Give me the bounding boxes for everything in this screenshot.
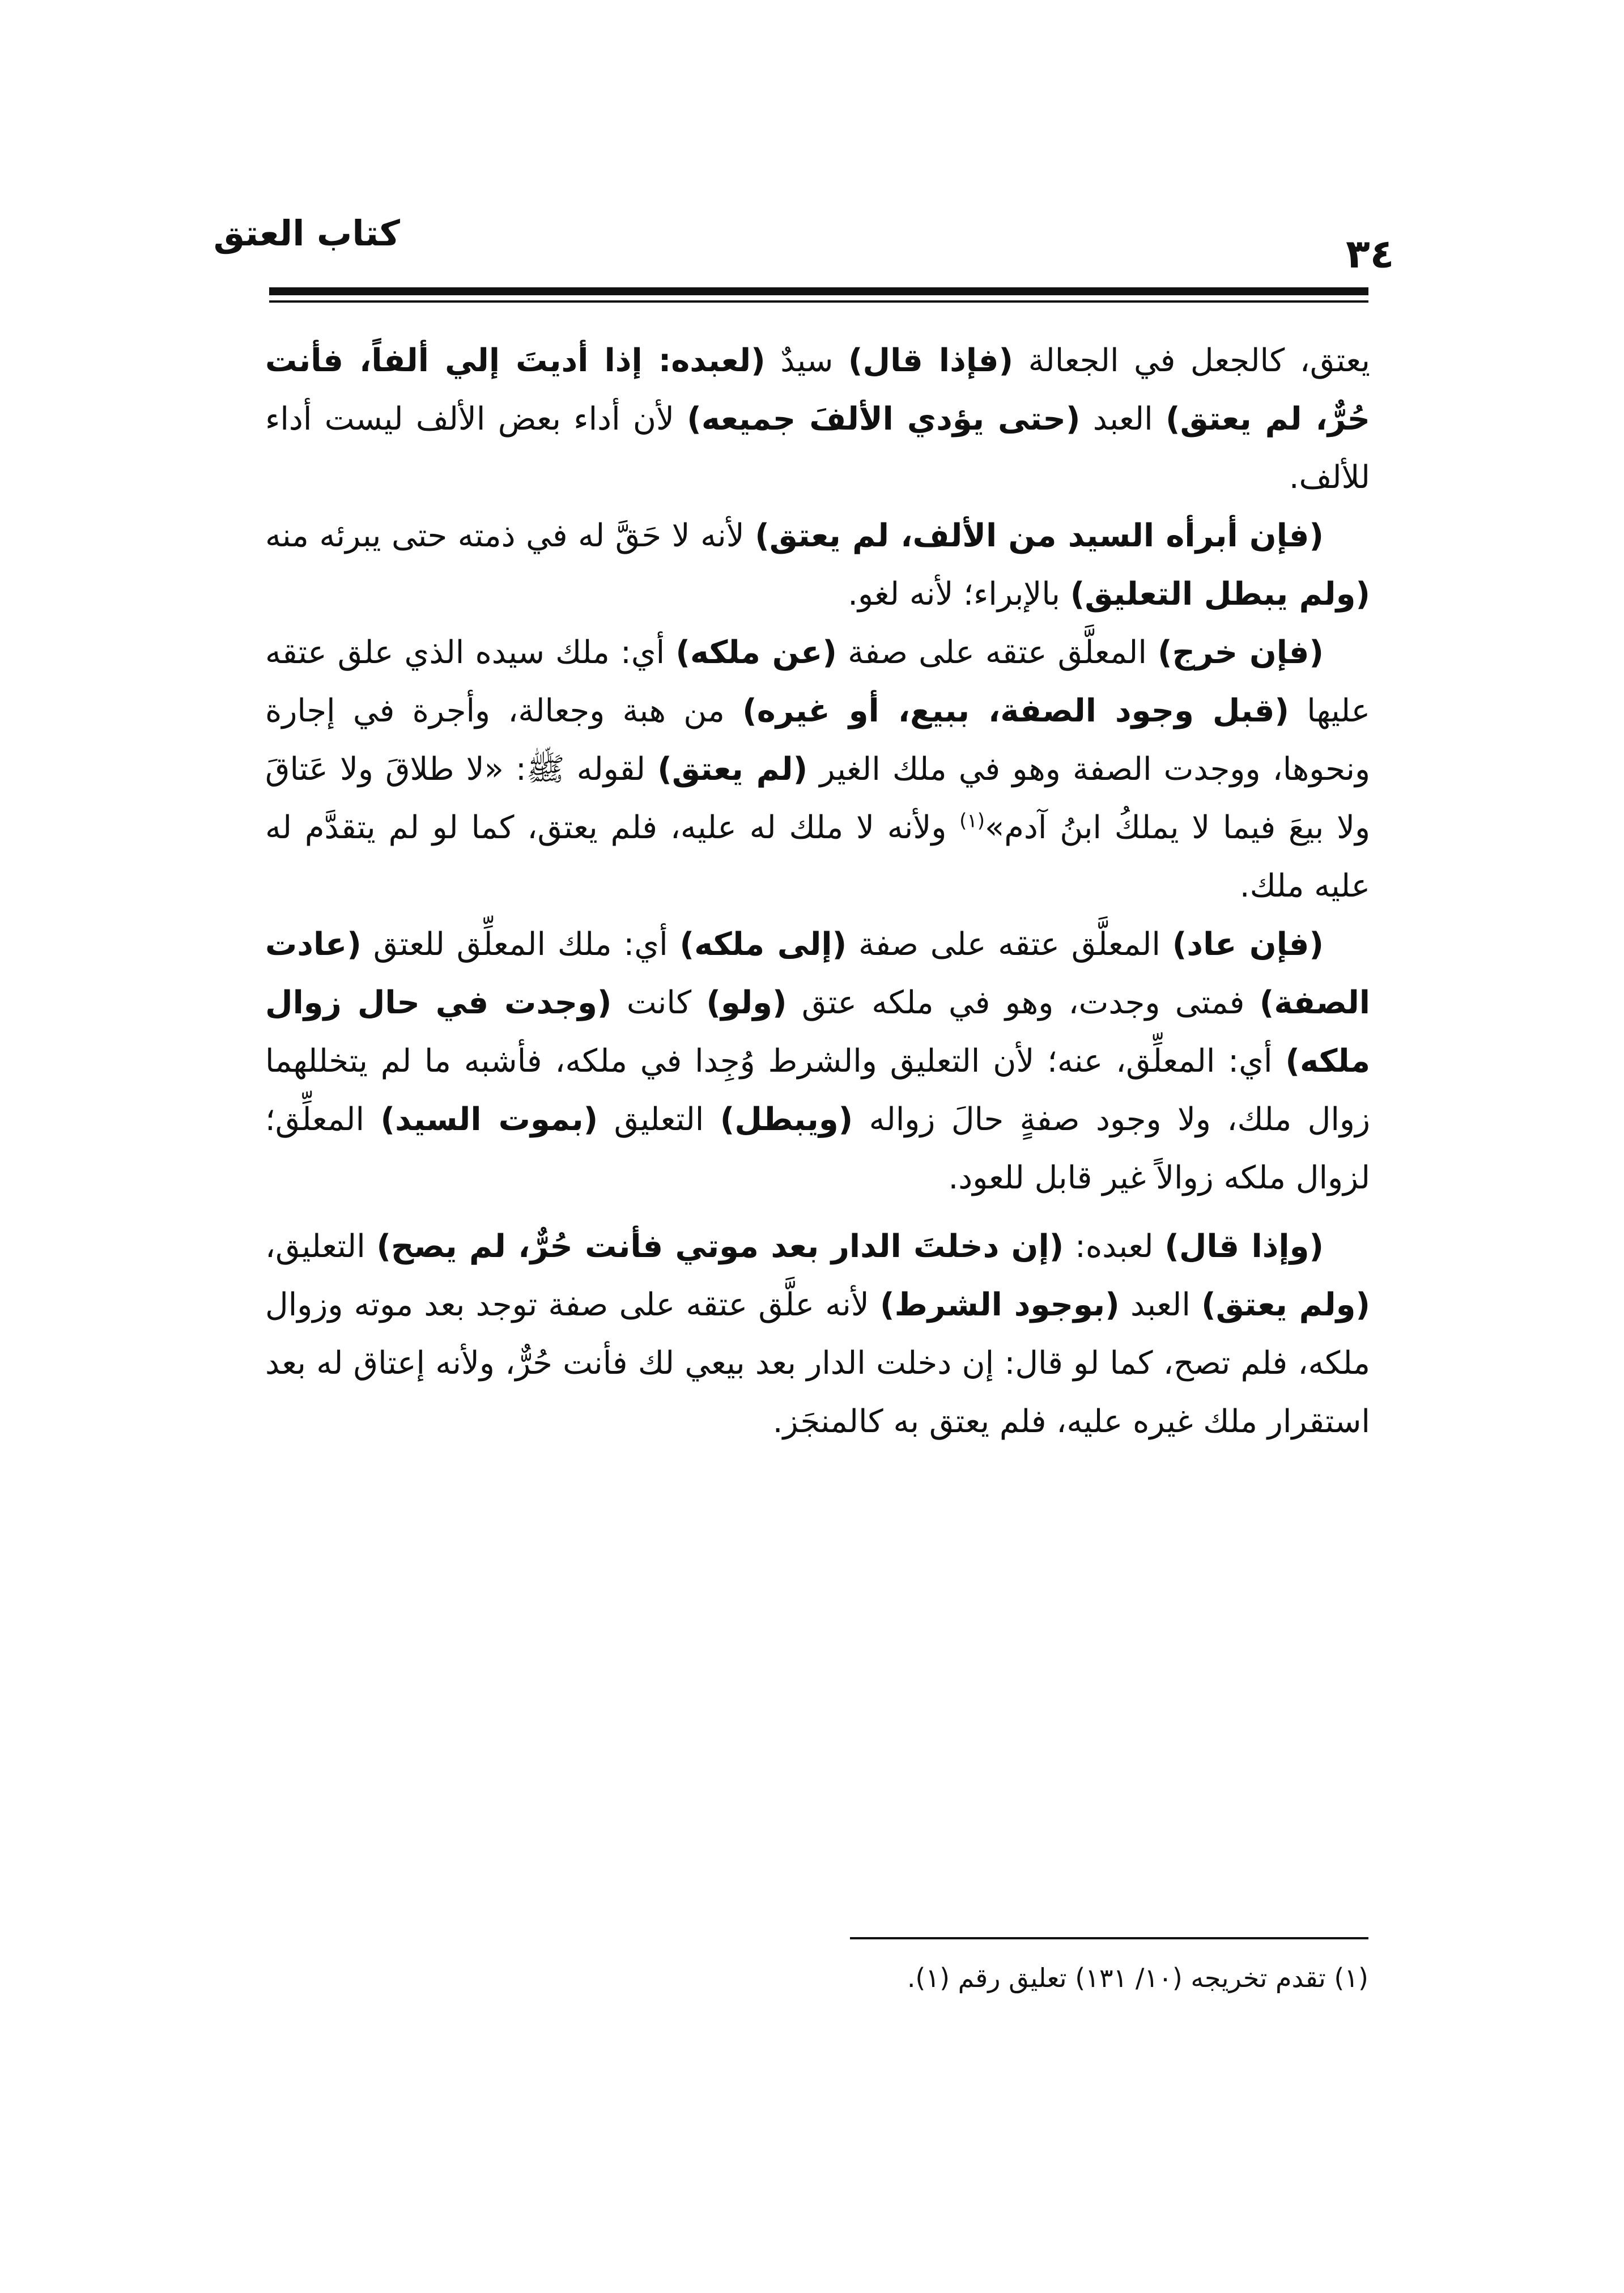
page-number: ٣٤ xyxy=(1346,231,1395,277)
text-run: أي: ملك المعلِّق للعتق xyxy=(361,926,680,963)
footnote-reference[interactable]: (١) xyxy=(959,809,985,833)
matn-run: (فإن أبرأه السيد من الألف، لم يعتق) xyxy=(755,517,1324,554)
text-run: لأنه علَّق عتقه على صفة توجد بعد موته وزوال ملكه، فلم تصح، كما لو قال: إن دخلت الدار بعد بيعي لك فأنت حُرٌّ، ولأنه إعتاق له بعد استقرار ملك غيره عليه، فلم يعتق به كالمنجَز. xyxy=(265,1286,1370,1440)
text-run: أي: ملك سيده الذي علق عتقه عليها xyxy=(265,634,1370,729)
paragraph-5 xyxy=(265,1217,1370,1451)
text-run: المعلِّق؛ لزوال ملكه زوالاً غير قابل للعود. xyxy=(265,1101,1370,1196)
text-run: لعبده: xyxy=(1064,1228,1165,1265)
text-run: التعليق xyxy=(598,1101,720,1138)
header-rule-thin xyxy=(269,300,1368,303)
matn-run: (عادت الصفة) xyxy=(265,926,1370,1021)
main-text xyxy=(265,332,1370,1451)
matn-run: (ولو) xyxy=(706,984,787,1021)
text-run: لأن أداء بعض الألف ليست أداء للألف. xyxy=(265,401,1370,496)
matn-run: (عن ملكه) xyxy=(675,634,837,671)
text-run: كانت xyxy=(611,984,707,1021)
text-run: سيدٌ xyxy=(765,342,848,379)
paragraph-2 xyxy=(265,507,1370,623)
text-run: لأنه لا حَقَّ له في ذمته حتى يبرئه منه xyxy=(265,517,755,554)
matn-run: (لعبده: إذا أديتَ إلي ألفاً، فأنت حُرٌّ، لم يعتق) xyxy=(265,342,1371,438)
matn-run: (إلى ملكه) xyxy=(679,926,847,963)
footnote-separator xyxy=(850,1937,1368,1939)
matn-run: (فإذا قال) xyxy=(848,342,1014,379)
text-run: العبد xyxy=(1119,1286,1202,1323)
paragraph-1 xyxy=(265,332,1370,507)
text-run: العبد xyxy=(1080,401,1166,438)
matn-run: (وجدت في حال زوال ملكه) xyxy=(265,984,1370,1080)
footnote-1: (١) تقدم تخريجه (١٠/ ١٣١) تعليق رقم (١). xyxy=(907,1963,1368,1993)
matn-run: (ولم يبطل التعليق) xyxy=(1070,576,1370,613)
running-header-title: كتاب العتق xyxy=(213,213,400,254)
paragraph-4 xyxy=(265,915,1370,1207)
matn-run: (ويبطل) xyxy=(720,1101,853,1138)
text-run: التعليق، xyxy=(265,1228,377,1265)
text-run: المعلَّق عتقه على صفة xyxy=(847,926,1172,963)
text-run: لقوله ﷺ: «لا طلاقَ ولا عَتاقَ ولا بيعَ فيما لا يملكُ ابنُ آدم» xyxy=(265,751,1370,846)
text-run: يعتق، كالجعل في الجعالة xyxy=(1013,342,1371,379)
matn-run: (بوجود الشرط) xyxy=(880,1286,1120,1323)
text-run: بالإبراء؛ لأنه لغو. xyxy=(848,576,1070,613)
matn-run: (فإن عاد) xyxy=(1172,926,1324,963)
text-run: ولأنه لا ملك له عليه، فلم يعتق، كما لو لم يتقدَّم له عليه ملك. xyxy=(265,809,1370,905)
matn-run: (لم يعتق) xyxy=(657,751,808,788)
header-rule xyxy=(269,287,1368,295)
matn-run: (بموت السيد) xyxy=(380,1101,598,1138)
text-run: فمتى وجدت، وهو في ملكه عتق xyxy=(787,984,1260,1021)
matn-run: (فإن خرج) xyxy=(1158,634,1324,671)
text-run: من هبة وجعالة، وأجرة في إجارة ونحوها، ووجدت الصفة وهو في ملك الغير xyxy=(265,693,1370,788)
paragraph-3 xyxy=(265,623,1370,915)
matn-run: (وإذا قال) xyxy=(1164,1228,1324,1265)
matn-run: (ولم يعتق) xyxy=(1201,1286,1371,1323)
matn-run: (إن دخلتَ الدار بعد موتي فأنت حُرٌّ، لم يصح) xyxy=(376,1228,1064,1265)
text-run: أي: المعلِّق، عنه؛ لأن التعليق والشرط وُجِدا في ملكه، فأشبه ما لم يتخللهما زوال ملك، ولا وجود صفةٍ حالَ زواله xyxy=(265,1043,1371,1138)
matn-run: (حتى يؤدي الألفَ جميعه) xyxy=(687,401,1081,438)
matn-run: (قبل وجود الصفة، ببيع، أو غيره) xyxy=(742,693,1289,729)
text-run: المعلَّق عتقه على صفة xyxy=(837,634,1158,671)
